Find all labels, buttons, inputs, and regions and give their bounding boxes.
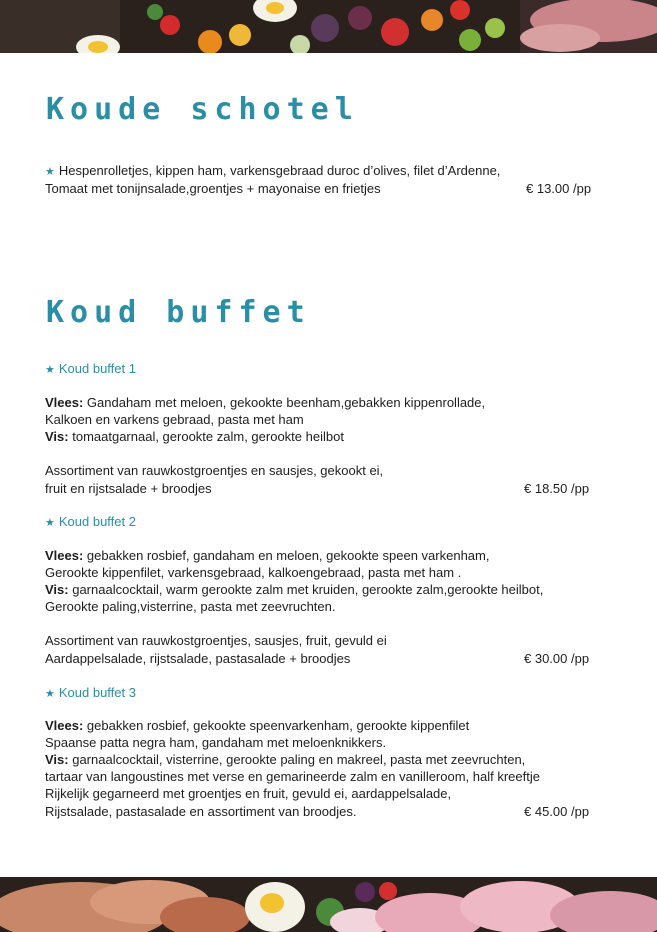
koude-schotel-line-2: Tomaat met tonijnsalade,groentjes + mayonaise en frietjes	[45, 181, 381, 196]
star-icon: ★	[45, 688, 55, 700]
buffet-2-assort-line-2: Aardappelsalade, rijstsalade, pastasalade + broodjes	[45, 651, 351, 666]
buffet-2-vis-line-2: Gerookte paling,visterrine, pasta met zeevruchten.	[45, 599, 336, 614]
bottom-banner-photo	[0, 877, 657, 932]
buffet-3-extra-line-2: Rijstsalade, pastasalade en assortiment van broodjes.	[45, 804, 357, 819]
buffet-1-vlees-line-2: Kalkoen en varkens gebraad, pasta met ham	[45, 412, 304, 427]
star-icon: ★	[45, 166, 55, 178]
buffet-3-heading: ★ Koud buffet 3	[45, 685, 136, 700]
buffet-2-assort-line-1: Assortiment van rauwkostgroentjes, sausjes, fruit, gevuld ei	[45, 633, 387, 648]
buffet-2-vlees-line-1: Vlees: gebakken rosbief, gandaham en meloen, gekookte speen varkenham,	[45, 548, 490, 563]
buffet-2-vlees-line-2: Gerookte kippenfilet, varkensgebraad, kalkoengebraad, pasta met ham .	[45, 565, 462, 580]
buffet-1-heading: ★ Koud buffet 1	[45, 361, 136, 376]
star-icon: ★	[45, 364, 55, 376]
buffet-3-extra-line-1: Rijkelijk gegarneerd met groentjes en fruit, gevuld ei, aardappelsalade,	[45, 786, 452, 801]
section-title-koud-buffet: Koud buffet	[46, 295, 311, 330]
buffet-3-price: € 45.00 /pp	[524, 804, 590, 819]
buffet-3-vis-line-1: Vis: garnaalcocktail, visterrine, gerookte paling en makreel, pasta met zeevruchten,	[45, 752, 526, 767]
star-icon: ★	[45, 517, 55, 529]
buffet-2-heading: ★ Koud buffet 2	[45, 514, 136, 529]
buffet-1-vis-line-1: Vis: tomaatgarnaal, gerookte zalm, gerookte heilbot	[45, 429, 344, 444]
buffet-1-vlees-line-1: Vlees: Gandaham met meloen, gekookte beenham,gebakken kippenrollade,	[45, 395, 486, 410]
koude-schotel-price: € 13.00 /pp	[526, 181, 592, 196]
buffet-1-assort-line-1: Assortiment van rauwkostgroentjes en sausjes, gekookt ei,	[45, 463, 384, 478]
buffet-3-vlees-line-2: Spaanse patta negra ham, gandaham met meloenknikkers.	[45, 735, 387, 750]
buffet-3-vis-line-2: tartaar van langoustines met verse en gemarineerde zalm en vanilleroom, half kreeftje	[45, 769, 540, 784]
koude-schotel-line-1: ★ Hespenrolletjes, kippen ham, varkensgebraad duroc d’olives, filet d’Ardenne,	[45, 163, 501, 178]
section-title-koude-schotel: Koude schotel	[46, 92, 359, 127]
buffet-1-price: € 18.50 /pp	[524, 481, 590, 496]
top-banner-photo	[0, 0, 657, 53]
buffet-1-assort-line-2: fruit en rijstsalade + broodjes	[45, 481, 212, 496]
buffet-2-price: € 30.00 /pp	[524, 651, 590, 666]
buffet-2-vis-line-1: Vis: garnaalcocktail, warm gerookte zalm met kruiden, gerookte zalm,gerookte heilbot,	[45, 582, 544, 597]
buffet-3-vlees-line-1: Vlees: gebakken rosbief, gekookte speenvarkenham, gerookte kippenfilet	[45, 718, 470, 733]
